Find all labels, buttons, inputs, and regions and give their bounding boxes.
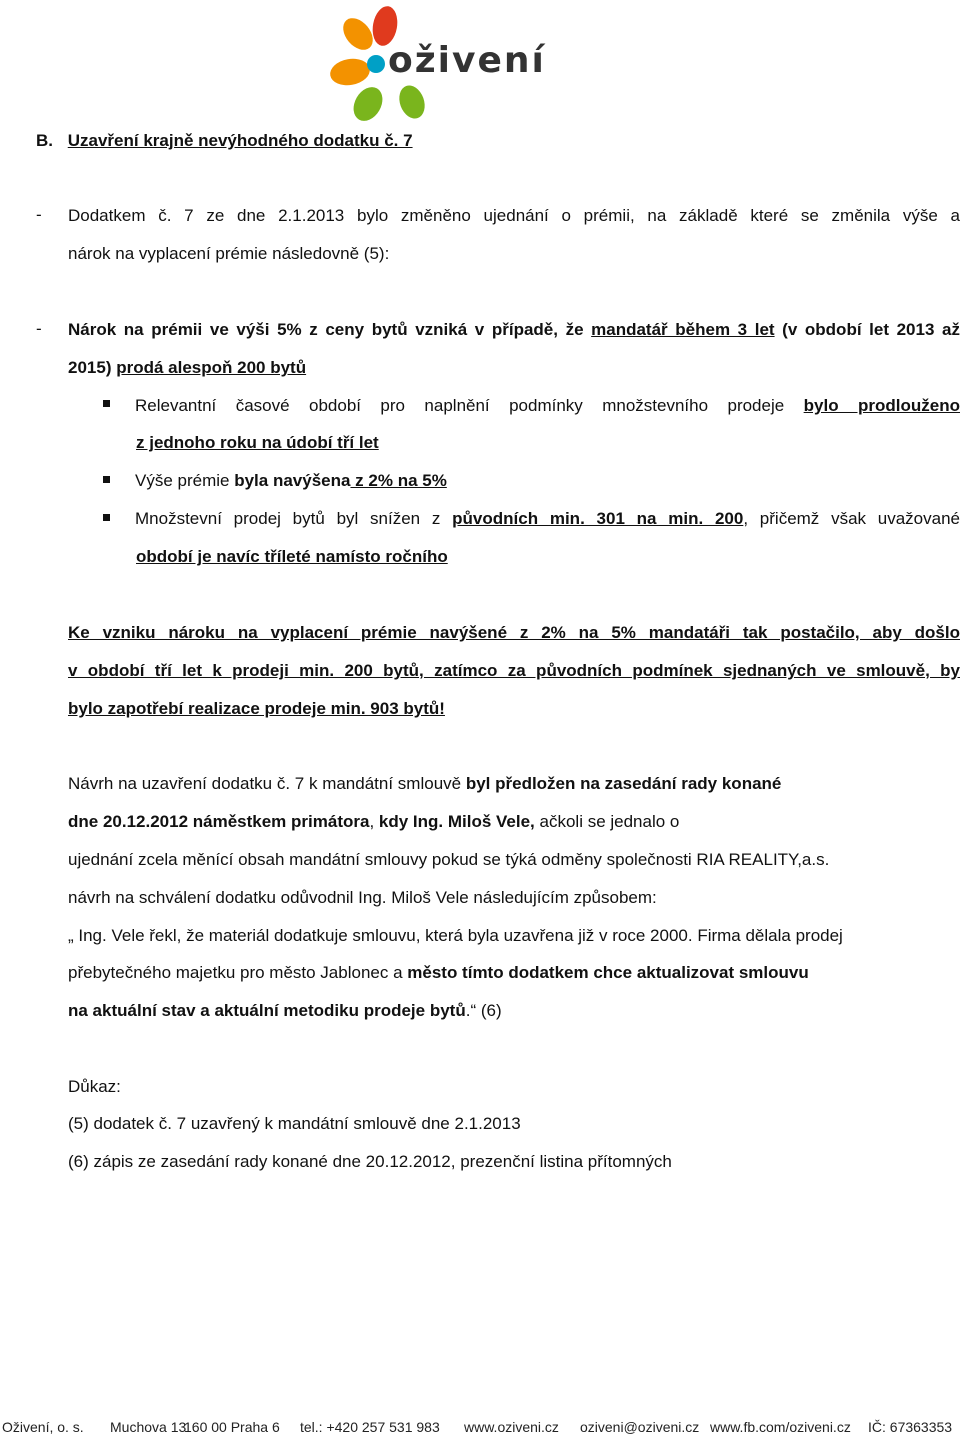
bullet3-highlight: původních min. 301 na min. 200 bbox=[452, 509, 744, 528]
evidence-item-6: (6) zápis ze zasedání rady konané dne 20.12.2012, prezenční listina přítomných bbox=[68, 1152, 672, 1171]
quote-line2 bbox=[68, 962, 809, 984]
footer-email-link[interactable]: oziveni@oziveni.cz bbox=[580, 1419, 700, 1435]
para2-text-d: 2015) bbox=[68, 358, 117, 377]
footer-street: Muchova 13 bbox=[110, 1419, 187, 1435]
para2-text-a: Nárok na prémii ve výši 5% z ceny bytů vzniká v případě, že bbox=[68, 320, 592, 339]
para1-line1: Dodatkem č. 7 ze dne 2.1.2013 bylo změněno ujednání o prémii, na základě které se změnila výše a bbox=[68, 206, 960, 225]
bullet2-text: Výše prémie bbox=[135, 471, 235, 490]
bullet1-line2: z jednoho roku na údobí tří let bbox=[136, 433, 379, 452]
page-footer bbox=[0, 1418, 960, 1437]
proposal-line2 bbox=[68, 811, 679, 833]
proposal-text: Návrh na uzavření dodatku č. 7 k mandátní smlouvě bbox=[68, 774, 466, 793]
proposal-line4: návrh na schválení dodatku odůvodnil Ing. Miloš Vele následujícím způsobem: bbox=[68, 888, 657, 907]
bullet3-text-end: , přičemž však uvažované bbox=[743, 509, 960, 528]
proposal-text-end: ačkoli se jednalo o bbox=[534, 812, 680, 831]
summary-line3: bylo zapotřebí realizace prodeje min. 903 bytů! bbox=[68, 699, 445, 718]
bullet-marker bbox=[103, 476, 110, 483]
logo-wordmark: oživení bbox=[388, 40, 546, 81]
bullet2-bold: byla navýšena bbox=[234, 471, 351, 490]
section-heading bbox=[36, 130, 413, 152]
footer-org: Oživení, o. s. bbox=[2, 1419, 84, 1435]
bullet3-line2: období je navíc tříleté namísto ročního bbox=[136, 547, 448, 566]
bullet1-highlight: bylo prodlouženo bbox=[803, 396, 960, 415]
section-title: Uzavření krajně nevýhodného dodatku č. 7 bbox=[67, 131, 413, 150]
quote-ref: .“ (6) bbox=[465, 1001, 502, 1020]
footer-ic: IČ: 67363353 bbox=[868, 1419, 953, 1435]
evidence-title: Důkaz: bbox=[68, 1077, 121, 1096]
evidence-item-5: (5) dodatek č. 7 uzavřený k mandátní smlouvě dne 2.1.2013 bbox=[68, 1114, 521, 1133]
footer-phone: tel.: +420 257 531 983 bbox=[300, 1419, 440, 1435]
para2-text-c: (v období let 2013 až bbox=[774, 320, 960, 339]
quote-bold: město tímto dodatkem chce aktualizovat smlouvu bbox=[407, 963, 809, 982]
bullet2-underline: z 2% na 5% bbox=[350, 471, 447, 490]
proposal-line3: ujednání zcela měnící obsah mandátní smlouvy pokud se týká odměny společnosti RIA REALITY,a.s. bbox=[68, 850, 830, 869]
footer-city: 160 00 Praha 6 bbox=[184, 1419, 280, 1435]
proposal-person: kdy Ing. Miloš Vele, bbox=[378, 812, 535, 831]
para2-line1 bbox=[68, 319, 960, 341]
para1-line2: nárok na vyplacení prémie následovně (5): bbox=[68, 244, 390, 263]
para2-text-b: mandatář během 3 let bbox=[591, 320, 775, 339]
bullet1-line1 bbox=[135, 395, 960, 417]
bullet1-text: Relevantní časové období pro naplnění podmínky množstevního prodeje bbox=[135, 396, 804, 415]
bullet3-text: Množstevní prodej bytů byl snížen z bbox=[135, 509, 453, 528]
bullet3-line1 bbox=[135, 508, 960, 530]
quote-bold-end: na aktuální stav a aktuální metodiku prodeje bytů bbox=[68, 1001, 466, 1020]
quote-line1: „ Ing. Vele řekl, že materiál dodatkuje smlouvu, která byla uzavřena již v roce 2000. Firma dělala prodej bbox=[68, 926, 843, 945]
quote-text: přebytečného majetku pro město Jablonec a bbox=[68, 963, 408, 982]
footer-web-link[interactable]: www.oziveni.cz bbox=[464, 1419, 559, 1435]
quote-line3 bbox=[68, 1000, 502, 1022]
proposal-comma: , bbox=[369, 812, 379, 831]
bullet-marker bbox=[103, 514, 110, 521]
proposal-line1 bbox=[68, 773, 781, 795]
dash-marker: - bbox=[36, 319, 42, 338]
bullet-marker bbox=[103, 400, 110, 407]
dash-marker: - bbox=[36, 205, 42, 224]
summary-line1: Ke vzniku nároku na vyplacení prémie navýšené z 2% na 5% mandatáři tak postačilo, aby došlo bbox=[68, 623, 960, 642]
proposal-bold: byl předložen na zasedání rady konané bbox=[465, 774, 782, 793]
bullet2-line bbox=[135, 470, 447, 492]
proposal-date: dne 20.12.2012 náměstkem primátora bbox=[68, 812, 370, 831]
para2-line2 bbox=[68, 357, 306, 379]
summary-line2: v období tří let k prodeji min. 200 bytů, zatímco za původních podmínek sjednaných ve smlouvě, by bbox=[68, 661, 960, 680]
section-letter: B. bbox=[36, 131, 53, 150]
para2-text-e: prodá alespoň 200 bytů bbox=[116, 358, 307, 377]
footer-facebook-link[interactable]: www.fb.com/oziveni.cz bbox=[710, 1419, 851, 1435]
